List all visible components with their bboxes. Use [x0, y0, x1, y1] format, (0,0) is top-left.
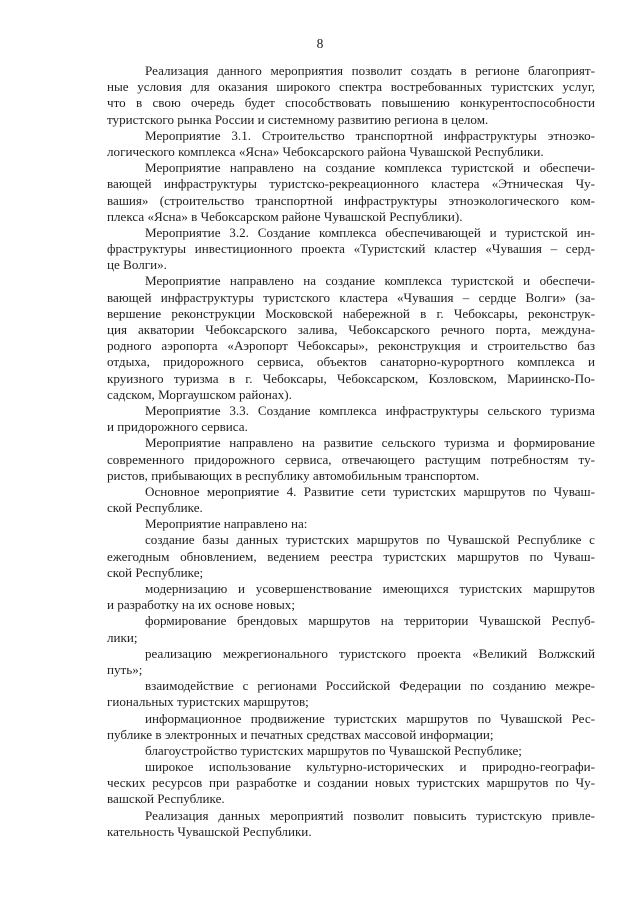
text-line: вающей инфраструктуры туристского кластера «Чувашия – сердце Волги» (за-	[107, 289, 595, 305]
text-line: модернизацию и усовершенствование имеющихся туристских маршрутов	[145, 581, 595, 596]
text-line: вашской Республике.	[107, 791, 225, 807]
text-line: Мероприятие 3.1. Строительство транспортной инфраструктуры этноэко-	[145, 127, 595, 143]
text-line: Основное мероприятие 4. Развитие сети туристских маршрутов по Чуваш-	[145, 483, 595, 499]
text-line: Мероприятие направлено на создание комплекса туристской и обеспечи-	[145, 273, 595, 289]
text-line: реализацию межрегионального туристского проекта «Великий Волжский	[145, 645, 595, 661]
text-line: Мероприятие 3.2. Создание комплекса обеспечивающей и туристской ин-	[145, 224, 595, 240]
text-line: Мероприятие направлено на создание комплекса туристской и обеспечи-	[145, 160, 595, 176]
text-line: современного придорожного сервиса, отвечающего растущим потребностям ту-	[107, 451, 595, 467]
text-line: формирование брендовых маршрутов на территории Чувашской Респуб-	[145, 613, 595, 629]
text-line: плекса «Ясна» в Чебоксарском районе Чувашской Республики).	[107, 208, 463, 224]
text-line: взаимодействие с регионами Российской Федерации по созданию межре-	[145, 678, 595, 694]
text-line: кательность Чувашской Республики.	[107, 823, 312, 839]
text-line: ежегодным обновлением, ведением реестра туристских маршрутов по Чуваш-	[107, 548, 595, 564]
text-line: ные условия для оказания широкого спектра востребованных туристских услуг,	[107, 79, 595, 95]
paragraph	[107, 613, 595, 645]
text-line: родного аэропорта «Аэропорт Чебоксары», реконструкция и строительство баз	[107, 338, 595, 354]
text-line: гиональных туристских маршрутов;	[107, 694, 309, 710]
paragraph	[107, 63, 595, 128]
text-line: Реализация данного мероприятия позволит создать в регионе благоприят-	[145, 63, 595, 78]
text-line: ской Республике.	[107, 500, 203, 516]
text-line: туристского рынка России и системному развитию региона в целом.	[107, 111, 489, 127]
page-number: 8	[316, 36, 324, 51]
paragraph	[107, 711, 595, 743]
paragraph	[107, 403, 595, 435]
text-line: це Волги».	[107, 257, 167, 273]
paragraph	[107, 128, 595, 160]
text-line: путь»;	[107, 661, 143, 677]
paragraph	[107, 516, 595, 532]
text-line: вашия» (строительство транспортной инфраструктуры этноэкологического ком-	[107, 192, 595, 208]
text-line: лики;	[107, 629, 138, 645]
text-line: Реализация данных мероприятий позволит повысить туристскую привле-	[145, 807, 595, 823]
text-line: информационное продвижение туристских маршрутов по Чувашской Рес-	[145, 710, 595, 726]
text-line: ской Республике;	[107, 564, 204, 580]
paragraph	[107, 273, 595, 403]
document-body	[107, 63, 595, 840]
paragraph	[107, 759, 595, 808]
paragraph	[107, 484, 595, 516]
text-line: вершение реконструкции Московской набережной в г. Чебоксары, реконструк-	[107, 305, 595, 321]
paragraph	[107, 160, 595, 225]
text-line: фраструктуры инвестиционного проекта «Туристский кластер «Чувашия – серд-	[107, 241, 595, 257]
paragraph	[107, 808, 595, 840]
paragraph	[107, 435, 595, 484]
text-line: и придорожного сервиса.	[107, 419, 248, 435]
paragraph	[107, 743, 595, 759]
text-line: ция акватории Чебоксарского залива, Чебоксарского речного порта, междуна-	[107, 322, 595, 337]
text-line: ческих ресурсов при разработке и создании новых туристских маршрутов по Чу-	[107, 775, 595, 791]
text-line: садском, Моргаушском районах).	[107, 386, 292, 402]
text-line: широкое использование культурно-исторических и природно-географи-	[145, 759, 595, 775]
text-line: круизного туризма в г. Чебоксары, Чебоксарском, Козловском, Мариинско-По-	[107, 370, 595, 386]
text-line: отдыха, придорожного сервиса, объектов санаторно-курортного комплекса и	[107, 354, 595, 370]
text-line: вающей инфраструктуры туристско-рекреационного кластера «Этническая Чу-	[107, 176, 595, 192]
paragraph	[107, 532, 595, 581]
paragraph	[107, 678, 595, 710]
text-line: Мероприятие направлено на развитие сельского туризма и формирование	[145, 435, 595, 451]
text-line: создание базы данных туристских маршрутов по Чувашской Республике с	[145, 532, 595, 548]
text-line: благоустройство туристских маршрутов по Чувашской Республике;	[145, 742, 522, 758]
text-line: Мероприятие 3.3. Создание комплекса инфраструктуры сельского туризма	[145, 402, 595, 418]
paragraph	[107, 225, 595, 274]
text-line: ристов, прибывающих в республику автомобильным транспортом.	[107, 467, 480, 483]
text-line: логического комплекса «Ясна» Чебоксарского района Чувашской Республики.	[107, 143, 544, 159]
text-line: и разработку на их основе новых;	[107, 597, 295, 613]
text-line: публике в электронных и печатных средствах массовой информации;	[107, 726, 494, 742]
text-line: Мероприятие направлено на:	[145, 516, 308, 532]
paragraph	[107, 646, 595, 678]
text-line: что в свою очередь будет способствовать повышению конкурентоспособности	[107, 95, 595, 111]
paragraph	[107, 581, 595, 613]
